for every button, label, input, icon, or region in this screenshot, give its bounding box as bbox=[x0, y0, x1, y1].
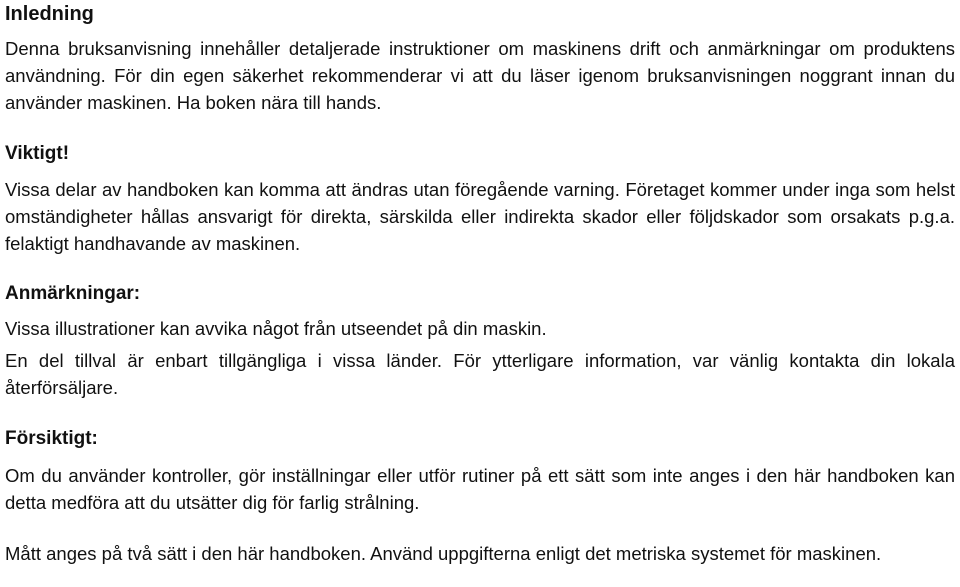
important-paragraph: Vissa delar av handboken kan komma att ändras utan föregående varning. Företaget kommer under inga som helst omständigheter hållas ansvarigt för direkta, särskilda eller indirekta skador eller följdskador som orsakats p.g.a. felaktigt handhavande av maskinen. bbox=[5, 179, 955, 254]
notes-paragraph-2: En del tillval är enbart tillgängliga i vissa länder. För ytterligare information, var vänlig kontakta din lokala återförsäljare. bbox=[5, 350, 955, 398]
notes-paragraph-1: Vissa illustrationer kan avvika något från utseendet på din maskin. bbox=[5, 318, 547, 339]
section-heading-anmarkningar: Anmärkningar: bbox=[5, 283, 141, 304]
measures-paragraph: Mått anges på två sätt i den här handboken. Använd uppgifterna enligt det metriska systemet för maskinen. bbox=[5, 543, 882, 564]
section-heading-forsiktigt: Försiktigt: bbox=[5, 428, 98, 449]
section-heading-viktigt: Viktigt! bbox=[5, 143, 70, 164]
intro-paragraph: Denna bruksanvisning innehåller detaljerade instruktioner om maskinens drift och anmärkningar om produktens användning. För din egen säkerhet rekommenderar vi att du läser igenom bruksanvisningen noggrant innan du använder maskinen. Ha boken nära till hands. bbox=[5, 38, 955, 113]
caution-paragraph: Om du använder kontroller, gör inställningar eller utför rutiner på ett sätt som inte anges i den här handboken kan detta medföra att du utsätter dig för farlig strålning. bbox=[5, 465, 955, 513]
section-heading-inledning: Inledning bbox=[5, 3, 94, 25]
